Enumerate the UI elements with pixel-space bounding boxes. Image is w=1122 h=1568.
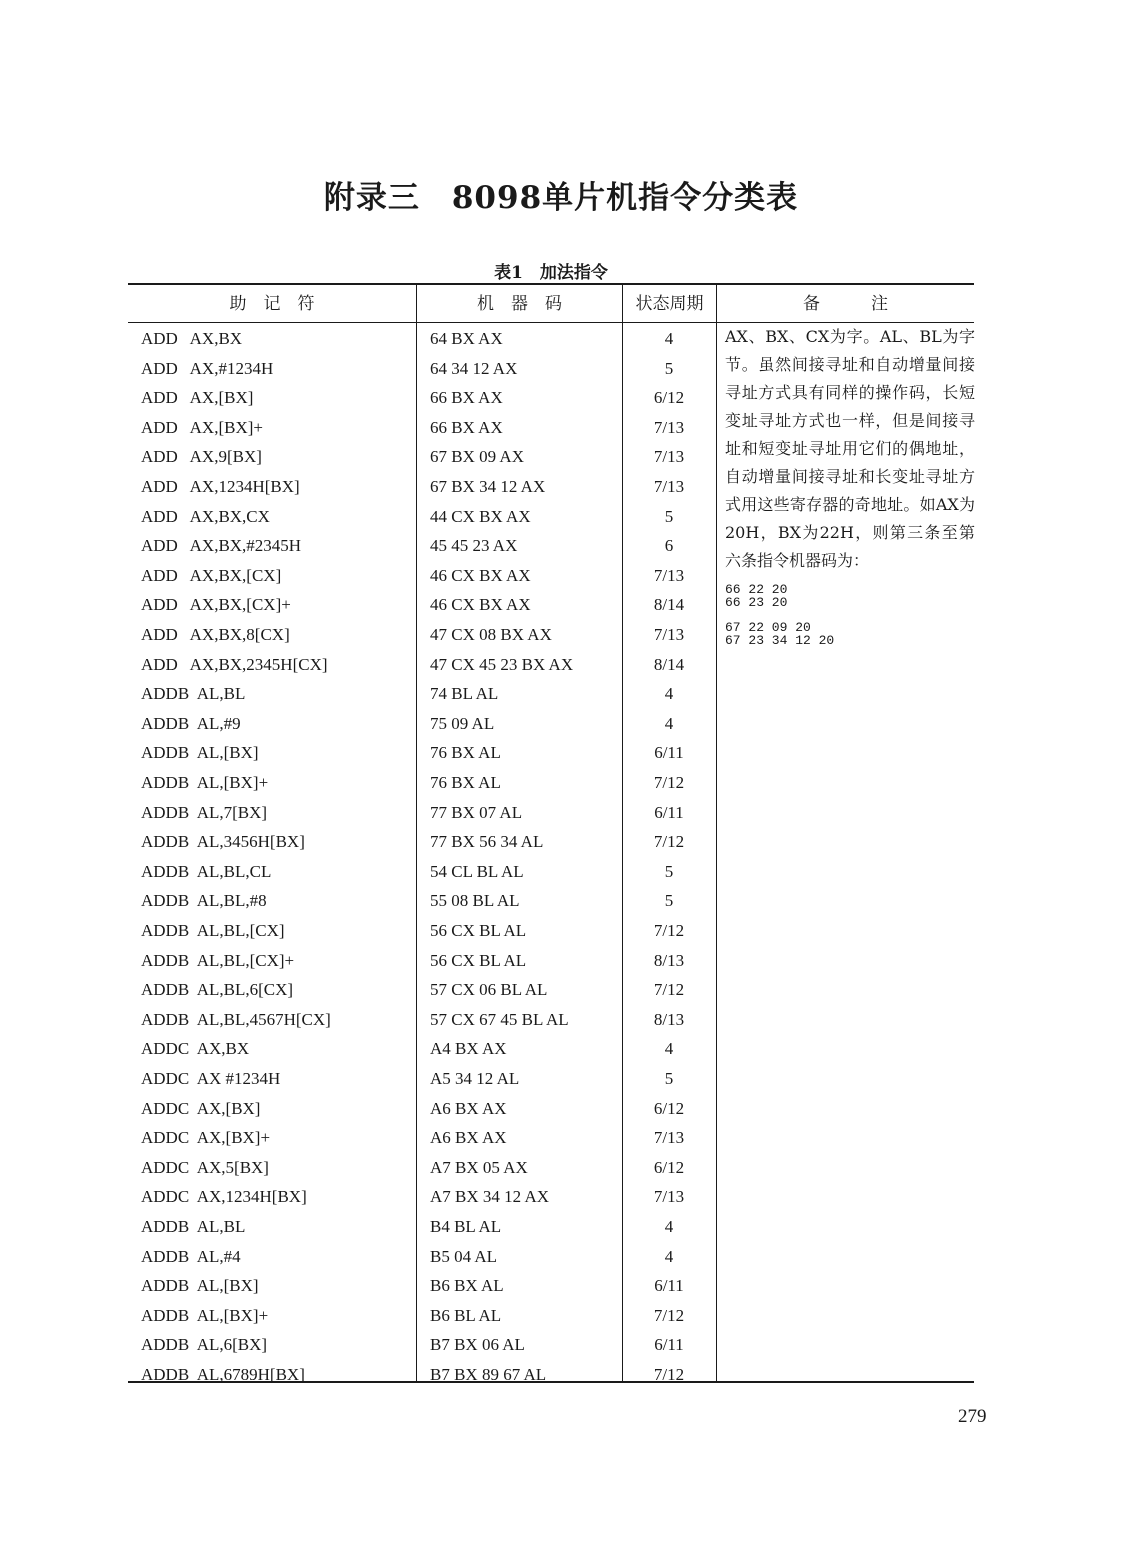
machine-code-cell: 67 BX 34 12 AX bbox=[430, 477, 546, 496]
table-row bbox=[128, 975, 974, 1004]
cycles-cell: 7/13 bbox=[653, 417, 685, 437]
cycles-cell: 6 bbox=[664, 536, 674, 556]
machine-code-cell: A5 34 12 AL bbox=[430, 1069, 520, 1088]
table-row bbox=[128, 1330, 974, 1359]
mnemonic-cell: ADDC AX,[BX] bbox=[141, 1098, 261, 1118]
cycles-cell: 7/12 bbox=[653, 832, 685, 852]
mnemonic-cell: ADDB AL,BL bbox=[141, 684, 246, 704]
machine-code-cell: 76 BX AL bbox=[430, 743, 501, 763]
mnemonic-cell: ADD AX,BX,#2345H bbox=[141, 536, 302, 556]
machine-code-cell: 66 BX AX bbox=[430, 388, 503, 408]
mnemonic-cell: ADDB AL,6[BX] bbox=[141, 1335, 268, 1355]
mnemonic-cell: ADDB AL,[BX] bbox=[141, 1276, 259, 1296]
mnemonic-cell: ADDB AL,BL,#8 bbox=[141, 891, 267, 911]
table-row bbox=[128, 1271, 974, 1300]
machine-code-cell: 57 CX 67 45 BL AL bbox=[430, 1009, 569, 1029]
cycles-cell: 4 bbox=[664, 329, 674, 348]
machine-code-cell: 64 BX AX bbox=[430, 329, 503, 348]
table-row bbox=[128, 1242, 974, 1271]
mnemonic-cell: ADD AX,BX,[CX]+ bbox=[141, 595, 291, 615]
cycles-cell: 6/11 bbox=[654, 1276, 684, 1296]
table-row bbox=[128, 1360, 974, 1389]
cycles-cell: 6/11 bbox=[654, 802, 684, 822]
table-row bbox=[128, 946, 974, 975]
cycles-cell: 7/13 bbox=[653, 565, 685, 585]
mnemonic-cell: ADDC AX #1234H bbox=[141, 1069, 281, 1088]
notes-text: AX、BX、CX为字。AL、BL为字节。虽然间接寻址和自动增量间接寻址方式具有同样的操作码，长短变址寻址方式也一样，但是间接寻址和短变址寻址用它们的偶地址，自动增量间接寻址和长变址寻址方式用这些寄存器的奇地址。如AX为20H，BX为22H，则第三条至第六条指令机器码为： bbox=[725, 327, 975, 570]
mnemonic-cell: ADD AX,BX,2345H[CX] bbox=[141, 654, 328, 674]
machine-code-cell: B5 04 AL bbox=[430, 1246, 498, 1266]
machine-code-cell: 54 CL BL AL bbox=[430, 861, 524, 881]
cycles-cell: 8/14 bbox=[653, 595, 685, 615]
mnemonic-cell: ADD AX,BX,8[CX] bbox=[141, 625, 290, 644]
table-row bbox=[128, 1064, 974, 1093]
table-caption: 表1 加法指令 bbox=[494, 263, 608, 283]
machine-code-cell: A7 BX 34 12 AX bbox=[430, 1187, 550, 1207]
mnemonic-cell: ADD AX,BX bbox=[141, 329, 243, 348]
machine-code-cell: B6 BL AL bbox=[430, 1305, 502, 1325]
table-row bbox=[128, 1005, 974, 1034]
mnemonic-cell: ADDB AL,BL,CL bbox=[141, 861, 272, 881]
mnemonic-cell: ADD AX,#1234H bbox=[141, 358, 274, 378]
mnemonic-cell: ADDB AL,#9 bbox=[141, 713, 241, 733]
page-number: 279 bbox=[958, 1406, 987, 1427]
table-row bbox=[128, 1123, 974, 1152]
machine-code-cell: 67 BX 09 AX bbox=[430, 447, 524, 467]
cycles-cell: 5 bbox=[664, 358, 674, 378]
table-row bbox=[128, 1094, 974, 1123]
machine-code-cell: 64 34 12 AX bbox=[430, 358, 518, 378]
cycles-cell: 4 bbox=[664, 684, 674, 704]
cycles-cell: 4 bbox=[664, 713, 674, 733]
table-row bbox=[128, 1212, 974, 1241]
mnemonic-cell: ADDB AL,#4 bbox=[141, 1246, 241, 1266]
table-row bbox=[128, 886, 974, 915]
machine-code-cell: 44 CX BX AX bbox=[430, 506, 531, 526]
table-row bbox=[128, 857, 974, 886]
table-row bbox=[128, 1301, 974, 1330]
cycles-cell: 6/12 bbox=[653, 1098, 685, 1118]
cycles-cell: 8/14 bbox=[653, 654, 685, 674]
mnemonic-cell: ADD AX,9[BX] bbox=[141, 447, 262, 467]
mnemonic-cell: ADDB AL,[BX]+ bbox=[141, 773, 269, 792]
machine-code-cell: 77 BX 07 AL bbox=[430, 802, 523, 822]
mnemonic-cell: ADDB AL,6789H[BX] bbox=[141, 1365, 305, 1384]
machine-code-cell: A6 BX AX bbox=[430, 1128, 507, 1148]
table-row bbox=[128, 768, 974, 797]
cycles-cell: 7/12 bbox=[653, 1305, 685, 1325]
table-row bbox=[128, 1153, 974, 1182]
cycles-cell: 7/12 bbox=[653, 921, 685, 940]
cycles-cell: 7/13 bbox=[653, 1128, 685, 1148]
cycles-cell: 5 bbox=[664, 506, 674, 526]
cycles-cell: 6/12 bbox=[653, 1157, 685, 1177]
mnemonic-cell: ADDB AL,BL,[CX]+ bbox=[141, 950, 295, 970]
cycles-cell: 5 bbox=[664, 861, 674, 881]
table-row bbox=[128, 916, 974, 945]
page-title: 附录三 8098单片机指令分类表 bbox=[323, 180, 799, 216]
table-row bbox=[128, 738, 974, 767]
table-row bbox=[128, 709, 974, 738]
notes-example: 66 22 20 bbox=[725, 582, 788, 597]
notes-cell bbox=[725, 323, 975, 647]
mnemonic-cell: ADDB AL,BL bbox=[141, 1217, 246, 1236]
header-notes: 备 注 bbox=[803, 294, 888, 314]
mnemonic-cell: ADDC AX,BX bbox=[141, 1039, 250, 1059]
machine-code-cell: 55 08 BL AL bbox=[430, 891, 520, 911]
cycles-cell: 6/11 bbox=[654, 743, 684, 763]
cycles-cell: 5 bbox=[664, 1069, 674, 1088]
mnemonic-cell: ADDB AL,7[BX] bbox=[141, 802, 268, 822]
mnemonic-cell: ADDB AL,BL,[CX] bbox=[141, 921, 285, 940]
cycles-cell: 7/12 bbox=[653, 773, 685, 792]
machine-code-cell: 74 BL AL bbox=[430, 684, 499, 704]
cycles-cell: 7/13 bbox=[653, 477, 685, 496]
machine-code-cell: B6 BX AL bbox=[430, 1276, 504, 1296]
machine-code-cell: 46 CX BX AX bbox=[430, 595, 531, 615]
machine-code-cell: B4 BL AL bbox=[430, 1217, 502, 1236]
mnemonic-cell: ADDB AL,[BX] bbox=[141, 743, 259, 763]
notes-example: 66 23 20 bbox=[725, 595, 788, 610]
header-mnemonic: 助 记 符 bbox=[229, 294, 315, 314]
cycles-cell: 5 bbox=[664, 891, 674, 911]
machine-code-cell: 66 BX AX bbox=[430, 417, 503, 437]
table-row bbox=[128, 1182, 974, 1211]
cycles-cell: 6/12 bbox=[653, 388, 685, 408]
mnemonic-cell: ADDC AX,5[BX] bbox=[141, 1157, 269, 1177]
mnemonic-cell: ADDB AL,BL,6[CX] bbox=[141, 980, 294, 1000]
machine-code-cell: 46 CX BX AX bbox=[430, 565, 531, 585]
machine-code-cell: B7 BX 06 AL bbox=[430, 1335, 525, 1355]
machine-code-cell: B7 BX 89 67 AL bbox=[430, 1365, 547, 1384]
cycles-cell: 7/13 bbox=[653, 447, 685, 467]
machine-code-cell: A4 BX AX bbox=[430, 1039, 507, 1059]
table-row bbox=[128, 798, 974, 827]
mnemonic-cell: ADDC AX,1234H[BX] bbox=[141, 1187, 307, 1207]
machine-code-cell: 56 CX BL AL bbox=[430, 921, 527, 940]
table-row bbox=[128, 827, 974, 856]
mnemonic-cell: ADD AX,[BX]+ bbox=[141, 417, 263, 437]
notes-example: 67 23 34 12 20 bbox=[725, 633, 835, 648]
table-row bbox=[128, 1034, 974, 1063]
mnemonic-cell: ADDB AL,[BX]+ bbox=[141, 1305, 269, 1325]
cycles-cell: 7/13 bbox=[653, 625, 685, 644]
mnemonic-cell: ADDC AX,[BX]+ bbox=[141, 1128, 271, 1148]
cycles-cell: 4 bbox=[664, 1246, 674, 1266]
header-cycles: 状态周期 bbox=[635, 294, 704, 314]
mnemonic-cell: ADD AX,BX,[CX] bbox=[141, 565, 282, 585]
machine-code-cell: 57 CX 06 BL AL bbox=[430, 980, 548, 1000]
cycles-cell: 4 bbox=[664, 1217, 674, 1236]
cycles-cell: 4 bbox=[664, 1039, 674, 1059]
header-machine-code: 机 器 码 bbox=[477, 294, 562, 314]
machine-code-cell: 47 CX 45 23 BX AX bbox=[430, 654, 574, 674]
mnemonic-cell: ADD AX,1234H[BX] bbox=[141, 477, 300, 496]
machine-code-cell: A6 BX AX bbox=[430, 1098, 507, 1118]
cycles-cell: 7/13 bbox=[653, 1187, 685, 1207]
mnemonic-cell: ADD AX,[BX] bbox=[141, 388, 254, 408]
cycles-cell: 7/12 bbox=[653, 1365, 685, 1384]
table-row bbox=[128, 679, 974, 708]
machine-code-cell: 75 09 AL bbox=[430, 713, 495, 733]
notes-example: 67 22 09 20 bbox=[725, 620, 811, 635]
mnemonic-cell: ADDB AL,BL,4567H[CX] bbox=[141, 1009, 331, 1029]
machine-code-cell: 56 CX BL AL bbox=[430, 950, 527, 970]
cycles-cell: 7/12 bbox=[653, 980, 685, 1000]
cycles-cell: 6/11 bbox=[654, 1335, 684, 1355]
mnemonic-cell: ADD AX,BX,CX bbox=[141, 506, 270, 526]
machine-code-cell: 47 CX 08 BX AX bbox=[430, 625, 552, 644]
table-top-rule bbox=[128, 283, 974, 285]
machine-code-cell: 77 BX 56 34 AL bbox=[430, 832, 544, 852]
mnemonic-cell: ADDB AL,3456H[BX] bbox=[141, 832, 305, 852]
machine-code-cell: 45 45 23 AX bbox=[430, 536, 518, 556]
cycles-cell: 8/13 bbox=[653, 950, 685, 970]
cycles-cell: 8/13 bbox=[653, 1009, 685, 1029]
machine-code-cell: 76 BX AL bbox=[430, 773, 501, 792]
machine-code-cell: A7 BX 05 AX bbox=[430, 1157, 528, 1177]
table-row bbox=[128, 650, 974, 679]
